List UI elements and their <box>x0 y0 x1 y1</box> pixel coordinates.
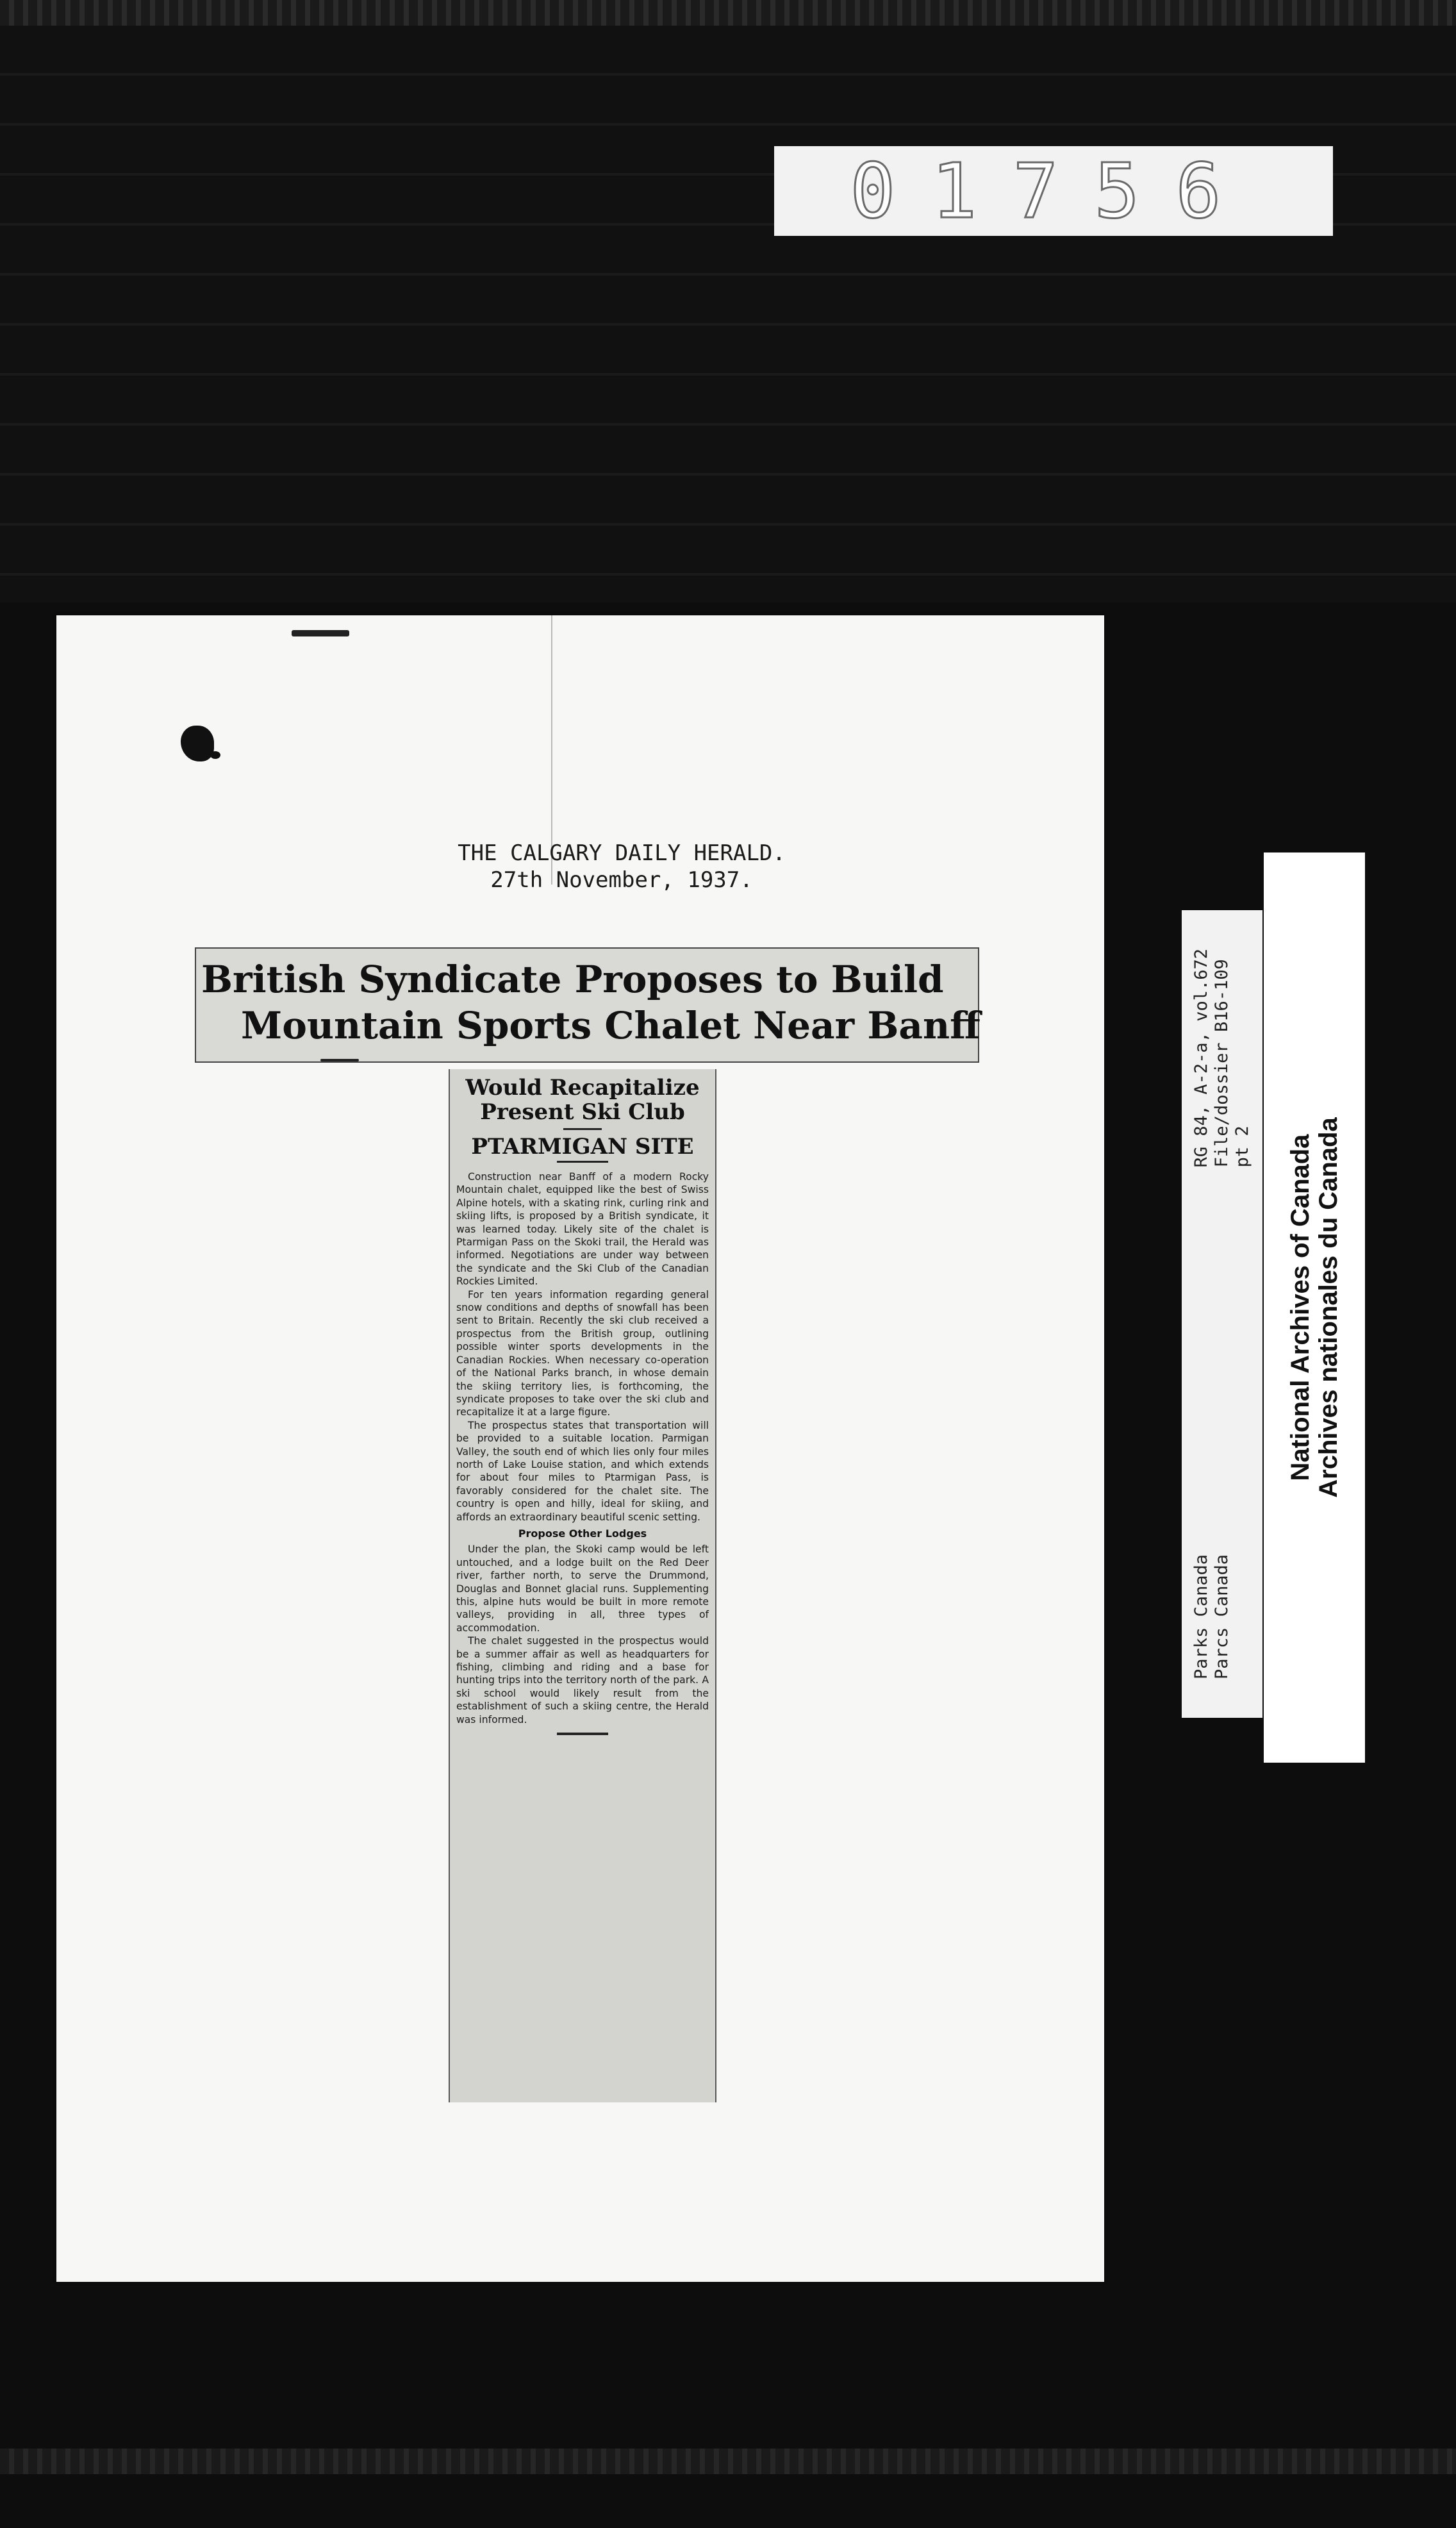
article-site-head: PTARMIGAN SITE <box>471 1134 694 1160</box>
parks-canada-label <box>1182 910 1262 1718</box>
headline-line-2: Mountain Sports Chalet Near Banff <box>241 1004 980 1047</box>
national-archives-label <box>1264 852 1365 1763</box>
dateline-newspaper: THE CALGARY DAILY HERALD. <box>458 840 786 866</box>
film-edge-top <box>0 0 1456 26</box>
article-paragraph: Under the plan, the Skoki camp would be left untouched, and a lodge built on the Red Deer river, farther north, to serve the Drummond, Douglas and Bonnet glacial runs. Supplementing this, alpine huts would be built in more remote valleys, providing in all, three types of accommodation. <box>456 1543 709 1634</box>
archives-label-en: National Archives of Canada <box>1286 1134 1314 1481</box>
article-column <box>449 1069 716 2102</box>
article-paragraph: Construction near Banff of a modern Rocky Mountain chalet, equipped like the best of Swiss Alpine hotels, with a skating rink, curling rink and skiing lifts, is proposed by a British syndicate, it was learned today. Likely site of the chalet is Ptarmigan Pass on the Skoki trail, the Herald was informed. Negotiations are under way between the syndicate and the Ski Club of the Canadian Rockies Limited. <box>456 1171 709 1288</box>
article-paragraph: The chalet suggested in the prospectus would be a summer affair as well as headquarters for fishing, climbing and riding and a base for hunting trips into the territory north of the park. A ski school would likely result from the establishment of such a skiing centre, the Herald was informed. <box>456 1635 709 1726</box>
dateline <box>397 840 846 894</box>
site-head-rule <box>557 1161 608 1163</box>
end-rule <box>557 1733 608 1735</box>
parks-ref-1: RG 84, A-2-a, vol.672 <box>1191 949 1211 1168</box>
article-paragraph: For ten years information regarding general snow conditions and depths of snowfall has been sent to Britain. Recently the ski club received a prospectus from the British group, outlining possible winter sports developments in the Canadian Rockies. When necessary co-operation of the National Parks branch, in whose demain the skiing territory lies, is forthcoming, the syndicate proposes to take over the ski club and recapitalize it at a large figure. <box>456 1288 709 1418</box>
parks-ref-3: pt 2 <box>1232 1126 1252 1168</box>
frame-number-label <box>774 146 1333 236</box>
frame-number: 01756 <box>850 147 1257 235</box>
parks-label-en: Parks Canada <box>1191 1554 1211 1679</box>
headline-rule <box>320 1059 359 1061</box>
film-background <box>0 26 1456 603</box>
article-paragraph: The prospectus states that transportation will be provided to a suitable location. Parmigan Valley, the south end of which lies only four miles north of Lake Louise station, and which extends for about four miles to Ptarmigan Pass, is favorably considered for the chalet site. The country is open and hilly, ideal for skiing, and affords an extraordinary beautiful scenic setting. <box>456 1419 709 1523</box>
article-subhead: Would Recapitalize Present Ski Club <box>465 1075 700 1125</box>
article-body <box>450 1170 715 1726</box>
headline <box>196 956 980 1049</box>
headline-line-1: British Syndicate Proposes to Build <box>201 958 944 1001</box>
parks-ref-2: File/dossier B16-109 <box>1212 959 1232 1168</box>
dateline-date: 27th November, 1937. <box>490 867 753 893</box>
ink-mark <box>292 630 349 636</box>
subhead-rule <box>563 1128 602 1130</box>
archives-label-fr: Archives nationales du Canada <box>1314 1117 1343 1498</box>
headline-box <box>195 947 979 1063</box>
ink-blot-small <box>210 751 220 759</box>
article-crosshead: Propose Other Lodges <box>518 1527 647 1540</box>
film-edge-bottom <box>0 2449 1456 2474</box>
parks-label-fr: Parcs Canada <box>1212 1554 1232 1679</box>
